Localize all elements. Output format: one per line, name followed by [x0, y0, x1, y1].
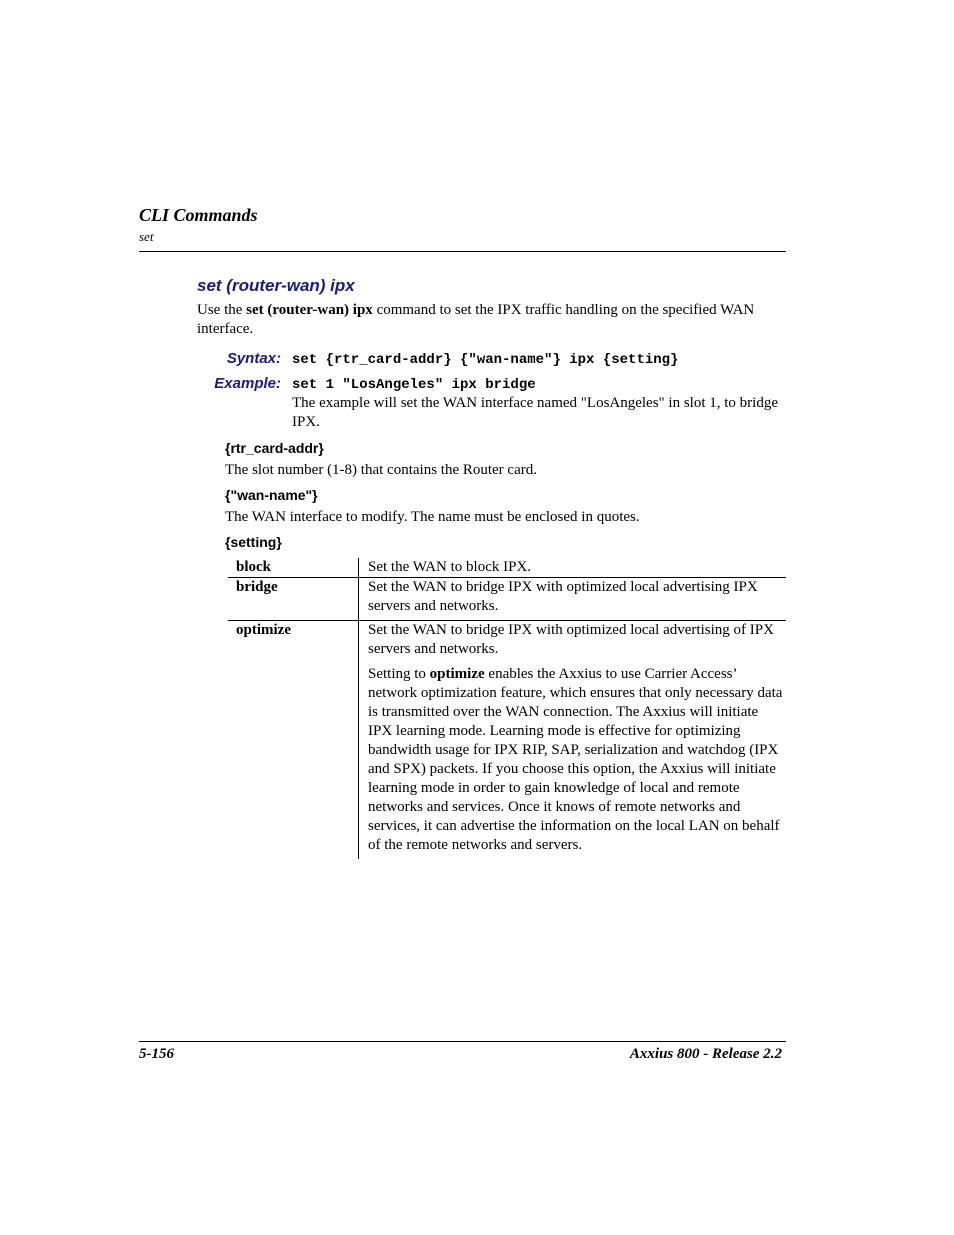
running-header-title: CLI Commands: [139, 205, 258, 225]
table-row: [228, 621, 786, 860]
settings-table: [228, 558, 786, 859]
syntax-label: Syntax:: [226, 350, 281, 367]
setting-desc: Set the WAN to block IPX.: [368, 559, 532, 575]
intro-post: command to set the IPX traffic handling on the specified WAN interface.: [197, 302, 755, 337]
page-number: 5-156: [139, 1046, 174, 1062]
setting-desc: Set the WAN to bridge IPX with optimized local advertising IPX servers and networks.: [359, 578, 787, 621]
note-pre: Setting to: [368, 666, 430, 682]
header-rule: [139, 251, 786, 252]
example-note: The example will set the WAN interface named "LosAngeles" in slot 1, to bridge IPX.: [292, 395, 779, 430]
setting-note: [368, 665, 784, 855]
table-row: [228, 578, 786, 621]
intro-paragraph: [197, 301, 787, 339]
param-setting: {setting}: [225, 534, 282, 550]
running-header-subtitle: set: [139, 229, 154, 244]
setting-key: bridge: [228, 578, 359, 621]
setting-cell: [359, 621, 787, 860]
setting-desc: Set the WAN to bridge IPX with optimized local advertising of IPX servers and networks.: [368, 622, 774, 657]
footer-product: Axxius 800 - Release 2.2: [629, 1046, 782, 1062]
table-row: [228, 558, 786, 578]
example-label: Example:: [214, 375, 281, 392]
param-rtr-card-addr: {rtr_card-addr}: [225, 440, 324, 456]
intro-command: set (router-wan) ipx: [246, 302, 373, 318]
note-bold: optimize: [429, 666, 485, 682]
intro-pre: Use the: [197, 302, 247, 318]
param-wan-name: {"wan-name"}: [225, 487, 318, 503]
param-wan-name-desc: The WAN interface to modify. The name must be enclosed in quotes.: [225, 509, 640, 525]
syntax-code: set {rtr_card-addr} {"wan-name"} ipx {setting}: [292, 352, 679, 368]
param-rtr-card-addr-desc: The slot number (1-8) that contains the Router card.: [225, 462, 537, 478]
setting-key: block: [228, 558, 359, 578]
note-post: enables the Axxius to use Carrier Access’ network optimization feature, which ensures that only necessary data is transmitted over the WAN connection. The Axxius will initiate IPX learning mode. Learning mode is effective for optimizing bandwidth usage for IPX RIP, SAP, serialization and watchdog (IPX and SPX) packets. If you choose this option, the Axxius will initiate learning mode in order to gain knowledge of local and remote networks and services. Once it knows of remote networks and services, it can advertise the information on the local LAN on behalf of the remote networks and servers.: [368, 666, 783, 853]
section-title: set (router-wan) ipx: [197, 276, 355, 295]
example-code: set 1 "LosAngeles" ipx bridge: [292, 377, 536, 393]
footer-rule: [139, 1041, 786, 1042]
setting-key: optimize: [228, 621, 359, 860]
